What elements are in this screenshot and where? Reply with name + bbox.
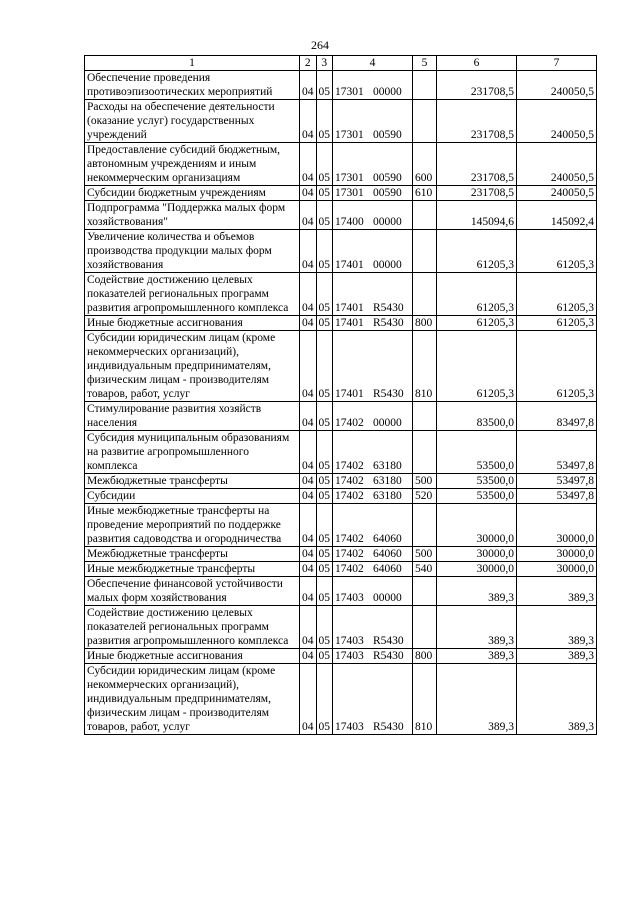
section-code: 04 <box>300 474 317 489</box>
target-article-program: 17301 <box>335 86 364 98</box>
section-code: 04 <box>300 489 317 504</box>
expense-type-code <box>413 201 437 230</box>
header-cell: 3 <box>316 56 333 71</box>
section-code: 04 <box>300 606 317 649</box>
expense-type-code <box>413 71 437 100</box>
subsection-code: 05 <box>316 71 333 100</box>
target-article-program: 17301 <box>335 172 364 184</box>
target-article-program: 17403 <box>335 650 364 662</box>
table-row <box>85 664 597 735</box>
target-article-program: 17403 <box>335 721 364 733</box>
target-article-direction: 63180 <box>373 475 402 487</box>
section-code: 04 <box>300 143 317 186</box>
target-article-program: 17301 <box>335 187 364 199</box>
target-article-direction: R5430 <box>373 302 404 314</box>
row-name: Содействие достижению целевых показателей региональных программ развития агропромышленного комплекса <box>85 606 300 649</box>
subsection-code: 05 <box>316 562 333 577</box>
expense-type-code: 520 <box>413 489 437 504</box>
row-name: Субсидии <box>85 489 300 504</box>
target-article-program: 17402 <box>335 490 364 502</box>
amount-year-2: 53497,8 <box>517 474 597 489</box>
expense-type-code: 600 <box>413 143 437 186</box>
target-article-direction: 00590 <box>373 129 402 141</box>
table-row <box>85 100 597 143</box>
amount-year-1: 30000,0 <box>437 504 517 547</box>
table-row <box>85 474 597 489</box>
section-code: 04 <box>300 402 317 431</box>
table-row <box>85 201 597 230</box>
subsection-code: 05 <box>316 143 333 186</box>
target-article-program: 17403 <box>335 592 364 604</box>
table-row <box>85 547 597 562</box>
target-article-direction: 64060 <box>373 533 402 545</box>
target-article <box>333 71 413 100</box>
row-name: Обеспечение финансовой устойчивости малых форм хозяйствования <box>85 577 300 606</box>
target-article <box>333 547 413 562</box>
amount-year-2: 83497,8 <box>517 402 597 431</box>
amount-year-2: 30000,0 <box>517 562 597 577</box>
expense-type-code <box>413 273 437 316</box>
row-name: Предоставление субсидий бюджетным, автономным учреждениям и иным некоммерческим организациям <box>85 143 300 186</box>
amount-year-1: 389,3 <box>437 664 517 735</box>
amount-year-2: 30000,0 <box>517 547 597 562</box>
row-name: Обеспечение проведения противоэпизоотических мероприятий <box>85 71 300 100</box>
target-article <box>333 186 413 201</box>
table-row <box>85 331 597 402</box>
subsection-code: 05 <box>316 547 333 562</box>
table-row <box>85 273 597 316</box>
amount-year-1: 145094,6 <box>437 201 517 230</box>
amount-year-2: 389,3 <box>517 664 597 735</box>
header-cell: 7 <box>517 56 597 71</box>
amount-year-1: 231708,5 <box>437 71 517 100</box>
row-name: Иные бюджетные ассигнования <box>85 649 300 664</box>
amount-year-2: 61205,3 <box>517 316 597 331</box>
section-code: 04 <box>300 649 317 664</box>
table-row <box>85 562 597 577</box>
amount-year-1: 61205,3 <box>437 316 517 331</box>
row-name: Увеличение количества и объемов производства продукции малых форм хозяйствования <box>85 230 300 273</box>
subsection-code: 05 <box>316 489 333 504</box>
target-article <box>333 100 413 143</box>
subsection-code: 05 <box>316 186 333 201</box>
target-article-program: 17402 <box>335 417 364 429</box>
row-name: Межбюджетные трансферты <box>85 547 300 562</box>
row-name: Субсидии бюджетным учреждениям <box>85 186 300 201</box>
target-article <box>333 649 413 664</box>
table-row <box>85 504 597 547</box>
header-cell: 2 <box>300 56 317 71</box>
header-cell: 6 <box>437 56 517 71</box>
expense-type-code: 500 <box>413 474 437 489</box>
row-name: Расходы на обеспечение деятельности (оказание услуг) государственных учреждений <box>85 100 300 143</box>
section-code: 04 <box>300 504 317 547</box>
target-article <box>333 431 413 474</box>
row-name: Иные межбюджетные трансферты на проведение мероприятий по поддержке развития садоводства и огородничества <box>85 504 300 547</box>
section-code: 04 <box>300 273 317 316</box>
target-article-direction: 64060 <box>373 548 402 560</box>
target-article <box>333 201 413 230</box>
expense-type-code <box>413 606 437 649</box>
table-row <box>85 489 597 504</box>
amount-year-2: 53497,8 <box>517 431 597 474</box>
section-code: 04 <box>300 230 317 273</box>
amount-year-1: 389,3 <box>437 649 517 664</box>
amount-year-1: 61205,3 <box>437 273 517 316</box>
target-article <box>333 230 413 273</box>
target-article <box>333 577 413 606</box>
target-article-direction: R5430 <box>373 650 404 662</box>
target-article-program: 17400 <box>335 216 364 228</box>
expense-type-code: 610 <box>413 186 437 201</box>
page-number: 264 <box>311 38 329 52</box>
amount-year-1: 53500,0 <box>437 474 517 489</box>
expense-type-code: 810 <box>413 331 437 402</box>
section-code: 04 <box>300 100 317 143</box>
target-article-program: 17403 <box>335 635 364 647</box>
table-row <box>85 143 597 186</box>
table-row <box>85 186 597 201</box>
target-article-direction: 00000 <box>373 216 402 228</box>
row-name: Межбюджетные трансферты <box>85 474 300 489</box>
target-article <box>333 562 413 577</box>
target-article-program: 17402 <box>335 475 364 487</box>
section-code: 04 <box>300 547 317 562</box>
target-article-direction: 00000 <box>373 417 402 429</box>
amount-year-1: 83500,0 <box>437 402 517 431</box>
table-row <box>85 71 597 100</box>
amount-year-1: 53500,0 <box>437 489 517 504</box>
amount-year-2: 240050,5 <box>517 71 597 100</box>
table-row <box>85 230 597 273</box>
section-code: 04 <box>300 577 317 606</box>
subsection-code: 05 <box>316 273 333 316</box>
subsection-code: 05 <box>316 331 333 402</box>
amount-year-1: 61205,3 <box>437 230 517 273</box>
row-name: Субсидия муниципальным образованиям на развитие агропромышленного комплекса <box>85 431 300 474</box>
row-name: Подпрограмма "Поддержка малых форм хозяйствования" <box>85 201 300 230</box>
row-name: Содействие достижению целевых показателей региональных программ развития агропромышленного комплекса <box>85 273 300 316</box>
target-article-direction: 00000 <box>373 592 402 604</box>
header-cell: 4 <box>333 56 413 71</box>
target-article-direction: R5430 <box>373 388 404 400</box>
target-article-direction: 00000 <box>373 86 402 98</box>
target-article-program: 17401 <box>335 259 364 271</box>
target-article <box>333 316 413 331</box>
subsection-code: 05 <box>316 230 333 273</box>
target-article-program: 17401 <box>335 302 364 314</box>
section-code: 04 <box>300 331 317 402</box>
target-article <box>333 273 413 316</box>
amount-year-2: 389,3 <box>517 606 597 649</box>
target-article-direction: 64060 <box>373 563 402 575</box>
expense-type-code <box>413 504 437 547</box>
header-cell: 5 <box>413 56 437 71</box>
subsection-code: 05 <box>316 201 333 230</box>
target-article-program: 17402 <box>335 563 364 575</box>
section-code: 04 <box>300 186 317 201</box>
subsection-code: 05 <box>316 431 333 474</box>
section-code: 04 <box>300 562 317 577</box>
expense-type-code: 800 <box>413 316 437 331</box>
section-code: 04 <box>300 201 317 230</box>
target-article-direction: 00590 <box>373 172 402 184</box>
header-cell: 1 <box>85 56 300 71</box>
row-name: Субсидии юридическим лицам (кроме некоммерческих организаций), индивидуальным предпринимателям, физическим лицам - производителям товаров, работ, услуг <box>85 331 300 402</box>
amount-year-1: 53500,0 <box>437 431 517 474</box>
row-name: Стимулирование развития хозяйств населения <box>85 402 300 431</box>
section-code: 04 <box>300 71 317 100</box>
table-row <box>85 431 597 474</box>
target-article <box>333 504 413 547</box>
amount-year-1: 61205,3 <box>437 331 517 402</box>
amount-year-1: 231708,5 <box>437 186 517 201</box>
target-article-program: 17402 <box>335 548 364 560</box>
amount-year-2: 61205,3 <box>517 230 597 273</box>
amount-year-2: 389,3 <box>517 577 597 606</box>
amount-year-2: 240050,5 <box>517 186 597 201</box>
target-article <box>333 331 413 402</box>
expense-type-code: 800 <box>413 649 437 664</box>
table-row <box>85 577 597 606</box>
subsection-code: 05 <box>316 316 333 331</box>
amount-year-2: 30000,0 <box>517 504 597 547</box>
target-article-direction: R5430 <box>373 721 404 733</box>
amount-year-2: 240050,5 <box>517 100 597 143</box>
amount-year-2: 145092,4 <box>517 201 597 230</box>
expense-type-code <box>413 230 437 273</box>
row-name: Иные межбюджетные трансферты <box>85 562 300 577</box>
section-code: 04 <box>300 316 317 331</box>
subsection-code: 05 <box>316 649 333 664</box>
target-article-program: 17401 <box>335 388 364 400</box>
target-article <box>333 606 413 649</box>
amount-year-1: 30000,0 <box>437 562 517 577</box>
target-article-direction: 63180 <box>373 490 402 502</box>
row-name: Субсидии юридическим лицам (кроме некоммерческих организаций), индивидуальным предпринимателям, физическим лицам - производителям товаров, работ, услуг <box>85 664 300 735</box>
subsection-code: 05 <box>316 577 333 606</box>
row-name: Иные бюджетные ассигнования <box>85 316 300 331</box>
target-article <box>333 664 413 735</box>
amount-year-2: 240050,5 <box>517 143 597 186</box>
amount-year-2: 61205,3 <box>517 331 597 402</box>
subsection-code: 05 <box>316 664 333 735</box>
expense-type-code <box>413 577 437 606</box>
target-article-program: 17402 <box>335 533 364 545</box>
expense-type-code <box>413 100 437 143</box>
amount-year-1: 389,3 <box>437 577 517 606</box>
subsection-code: 05 <box>316 474 333 489</box>
subsection-code: 05 <box>316 100 333 143</box>
amount-year-1: 30000,0 <box>437 547 517 562</box>
expense-type-code: 810 <box>413 664 437 735</box>
table-row <box>85 606 597 649</box>
budget-table <box>84 55 597 735</box>
amount-year-2: 61205,3 <box>517 273 597 316</box>
expense-type-code: 500 <box>413 547 437 562</box>
table-row <box>85 316 597 331</box>
amount-year-1: 231708,5 <box>437 143 517 186</box>
amount-year-1: 389,3 <box>437 606 517 649</box>
target-article <box>333 402 413 431</box>
target-article-direction: R5430 <box>373 635 404 647</box>
subsection-code: 05 <box>316 606 333 649</box>
subsection-code: 05 <box>316 504 333 547</box>
subsection-code: 05 <box>316 402 333 431</box>
section-code: 04 <box>300 431 317 474</box>
target-article-direction: 63180 <box>373 460 402 472</box>
target-article-direction: 00590 <box>373 187 402 199</box>
target-article <box>333 143 413 186</box>
target-article-program: 17301 <box>335 129 364 141</box>
target-article-program: 17401 <box>335 317 364 329</box>
amount-year-1: 231708,5 <box>437 100 517 143</box>
target-article <box>333 489 413 504</box>
expense-type-code <box>413 431 437 474</box>
section-code: 04 <box>300 664 317 735</box>
target-article-direction: R5430 <box>373 317 404 329</box>
expense-type-code: 540 <box>413 562 437 577</box>
header-row <box>85 56 597 71</box>
table-row <box>85 402 597 431</box>
target-article-direction: 00000 <box>373 259 402 271</box>
amount-year-2: 53497,8 <box>517 489 597 504</box>
target-article <box>333 474 413 489</box>
target-article-program: 17402 <box>335 460 364 472</box>
amount-year-2: 389,3 <box>517 649 597 664</box>
expense-type-code <box>413 402 437 431</box>
table-row <box>85 649 597 664</box>
